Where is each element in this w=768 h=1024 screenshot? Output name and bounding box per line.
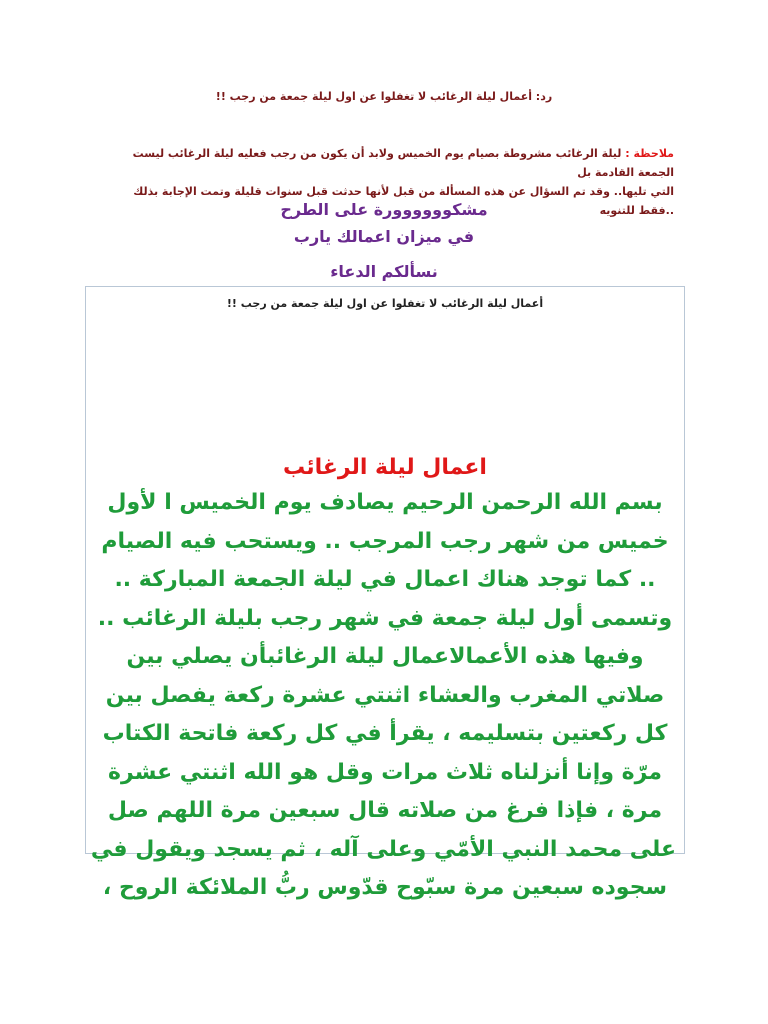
note-text-line-1: ليلة الرغائب مشروطة بصيام يوم الخميس ولابد أن يكون من رجب فعليه ليلة الرغائب ليست الجمعة القادمة بل xyxy=(132,147,674,179)
article-line: مرة ، فإذا فرغ من صلاته قال سبعين مرة اللهم صل xyxy=(107,798,663,823)
article-line: كل ركعتين بتسليمه ، يقرأ في كل ركعة فاتحة الكتاب xyxy=(102,721,668,746)
article-line: سجوده سبعين مرة سبّوح قدّوس ربُّ الملائكة الروح ، xyxy=(102,875,668,900)
thanks-message xyxy=(0,196,768,250)
note-label: ملاحظة : xyxy=(625,147,674,160)
post-title: رد: أعمال ليلة الرغائب لا تغفلوا عن اول ليلة جمعة من رجب !! xyxy=(215,90,553,103)
article-line: خميس من شهر رجب المرجب .. ويستحب فيه الصيام xyxy=(101,528,669,554)
article-line: وتسمى أول ليلة جمعة في شهر رجب بليلة الرغائب .. xyxy=(97,605,673,631)
article-line: .. كما توجد هناك اعمال في ليلة الجمعة المباركة .. xyxy=(114,567,656,592)
article-heading: اعمال ليلة الرغائب xyxy=(283,455,487,480)
article-line: مرّة وإنا أنزلناه ثلاث مرات وقل هو الله اثنتي عشرة xyxy=(108,759,662,785)
thanks-line-2: في ميزان اعمالك يارب xyxy=(293,227,475,246)
article-line: صلاتي المغرب والعشاء اثنتي عشرة ركعة يفصل بين xyxy=(105,682,665,708)
quote-box xyxy=(85,286,685,900)
thanks-line-1: مشكوووووورة على الطرح xyxy=(280,200,488,219)
article-line: على محمد النبي الأمّي وعلى آله ، ثم يسجد ويقول في xyxy=(90,836,676,862)
article-line: بسم الله الرحمن الرحيم يصادف يوم الخميس ا لأول xyxy=(107,490,663,515)
note-text-line-2: التي تليها.. وقد تم السؤال عن هذه المسألة من قبل لأنها حدثت قبل سنوات قليلة وتمت الإجابة بذلك ..فقط للتنويه xyxy=(133,185,674,217)
prayer-request: نسألكم الدعاء xyxy=(330,262,438,281)
article-body xyxy=(90,484,676,908)
quote-title: أعمال ليلة الرغائب لا تغفلوا عن اول ليلة جمعة من رجب !! xyxy=(226,297,544,310)
article-line: وفيها هذه الأعمالاعمال ليلة الرغائبأن يصلي بين xyxy=(126,644,644,669)
